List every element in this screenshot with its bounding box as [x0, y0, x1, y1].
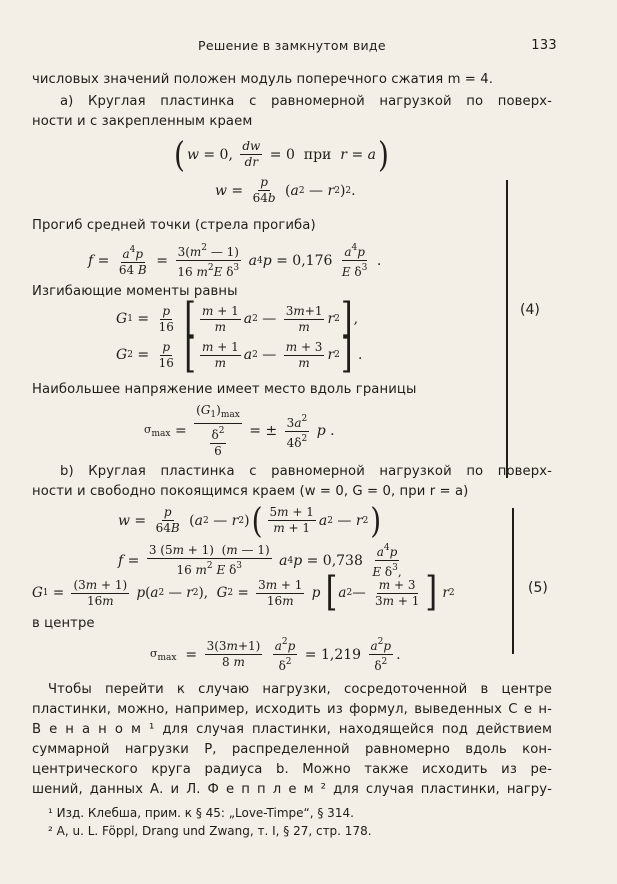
text-line: В е н а н о м ¹ для случая пластинки, находящейся под действием — [32, 722, 552, 737]
text-line: ности и свободно покоящимся краем (w = 0, G = 0, при r = a) — [32, 484, 469, 499]
equation-smax-b: $\sigma_{max}$ = $\frac{3(3m+1)}{8 m}$ $\frac{a^2p}{\delta^2}$ = 1,219 $\frac{a^2p}{\delta^2}$ . — [150, 637, 401, 673]
equation-g1-a: G 1 = $\frac{p}{16}$ [ $\frac{m + 1}{m}$ a 2 — $\frac{3m+1}{m}$ r 2 ] , — [116, 294, 359, 342]
equation-number: (4) — [520, 302, 540, 318]
equation-f-a: f = $\frac{a^4p}{64 B}$ = $\frac{3(m^2 — 1)}{16 m^2E \delta^3}$ a 4 p = 0,176 $\frac{a^4p}{E \delta^3}$ . — [88, 243, 382, 279]
text-line: центрического круга радиуса b. Можно также исходить из ре- — [32, 762, 552, 777]
equation-group-bar — [506, 180, 508, 478]
text-line: Изгибающие моменты равны — [32, 284, 238, 299]
text-line: Чтобы перейти к случаю нагрузки, сосредоточенной в центре — [48, 682, 552, 697]
text-line: суммарной нагрузки P, распределенной равномерно вдоль кон- — [32, 742, 552, 757]
equation-f-b: f = $\frac{3 (5m + 1) (m — 1)}{16 m^2 E \delta^3}$ a 4 p = 0,738 $\frac{a^4p}{E \delta^3,}$ — [118, 543, 402, 579]
equation-w-a: w = $\frac{p}{64b}$ ( a 2 — r 2 ) 2 . — [215, 175, 356, 205]
text-line: b) Круглая пластинка с равномерной нагрузкой по поверх- — [60, 464, 552, 479]
equation-g-b: G 1 = $\frac{(3m + 1)}{16m}$ p ( a 2 — r 2 ), G 2 = $\frac{3m + 1}{16m}$ p [ a 2 — $\frac{m + 3}{3m + 1}$ ] r 2 — [32, 568, 455, 616]
equation-bc-a: ( w = 0, $\frac{dw}{dr}$ = 0 при r = a ) — [174, 133, 389, 175]
header-title: Решение в замкнутом виде — [198, 38, 386, 53]
text-line: числовых значений положен модуль поперечного сжатия m = 4. — [32, 72, 494, 87]
footnote: ² A, u. L. Föppl, Drang und Zwang, т. I, § 27, стр. 178. — [48, 824, 372, 838]
text-line: в центре — [32, 616, 95, 631]
text-line: пластинки, можно, например, исходить из формул, выведенных С е н- — [32, 702, 552, 717]
text-line: Наибольшее напряжение имеет место вдоль границы — [32, 382, 417, 397]
equation-smax-a: $\sigma_{max}$ = $\frac{(G_1)_{max}}{\frac{\delta^2}{6}}$ = ± $\frac{3a^2}{4\delta^2}$ p . — [144, 403, 335, 458]
footnote: ¹ Изд. Клебша, прим. к § 45: „Love-Timpe“, § 314. — [48, 806, 354, 820]
equation-number: (5) — [528, 580, 548, 596]
equation-w-b: w = $\frac{p}{64B}$ ( a 2 — r 2 ) ( $\frac{5m + 1}{m + 1}$ a 2 — r 2 ) — [118, 499, 382, 541]
text-line: шений, данных А. и Л. Ф е п п л е м ² для случая пластинки, нагру- — [32, 782, 552, 797]
page-number: 133 — [531, 38, 557, 53]
text-line: ности и с закрепленным краем — [32, 114, 253, 129]
text-line: Прогиб средней точки (стрела прогиба) — [32, 218, 316, 233]
text-line: a) Круглая пластинка с равномерной нагрузкой по поверх- — [60, 94, 552, 109]
equation-g2-a: G 2 = $\frac{p}{16}$ [ $\frac{m + 1}{m}$ a 2 — $\frac{m + 3}{m}$ r 2 ] . — [116, 330, 363, 378]
